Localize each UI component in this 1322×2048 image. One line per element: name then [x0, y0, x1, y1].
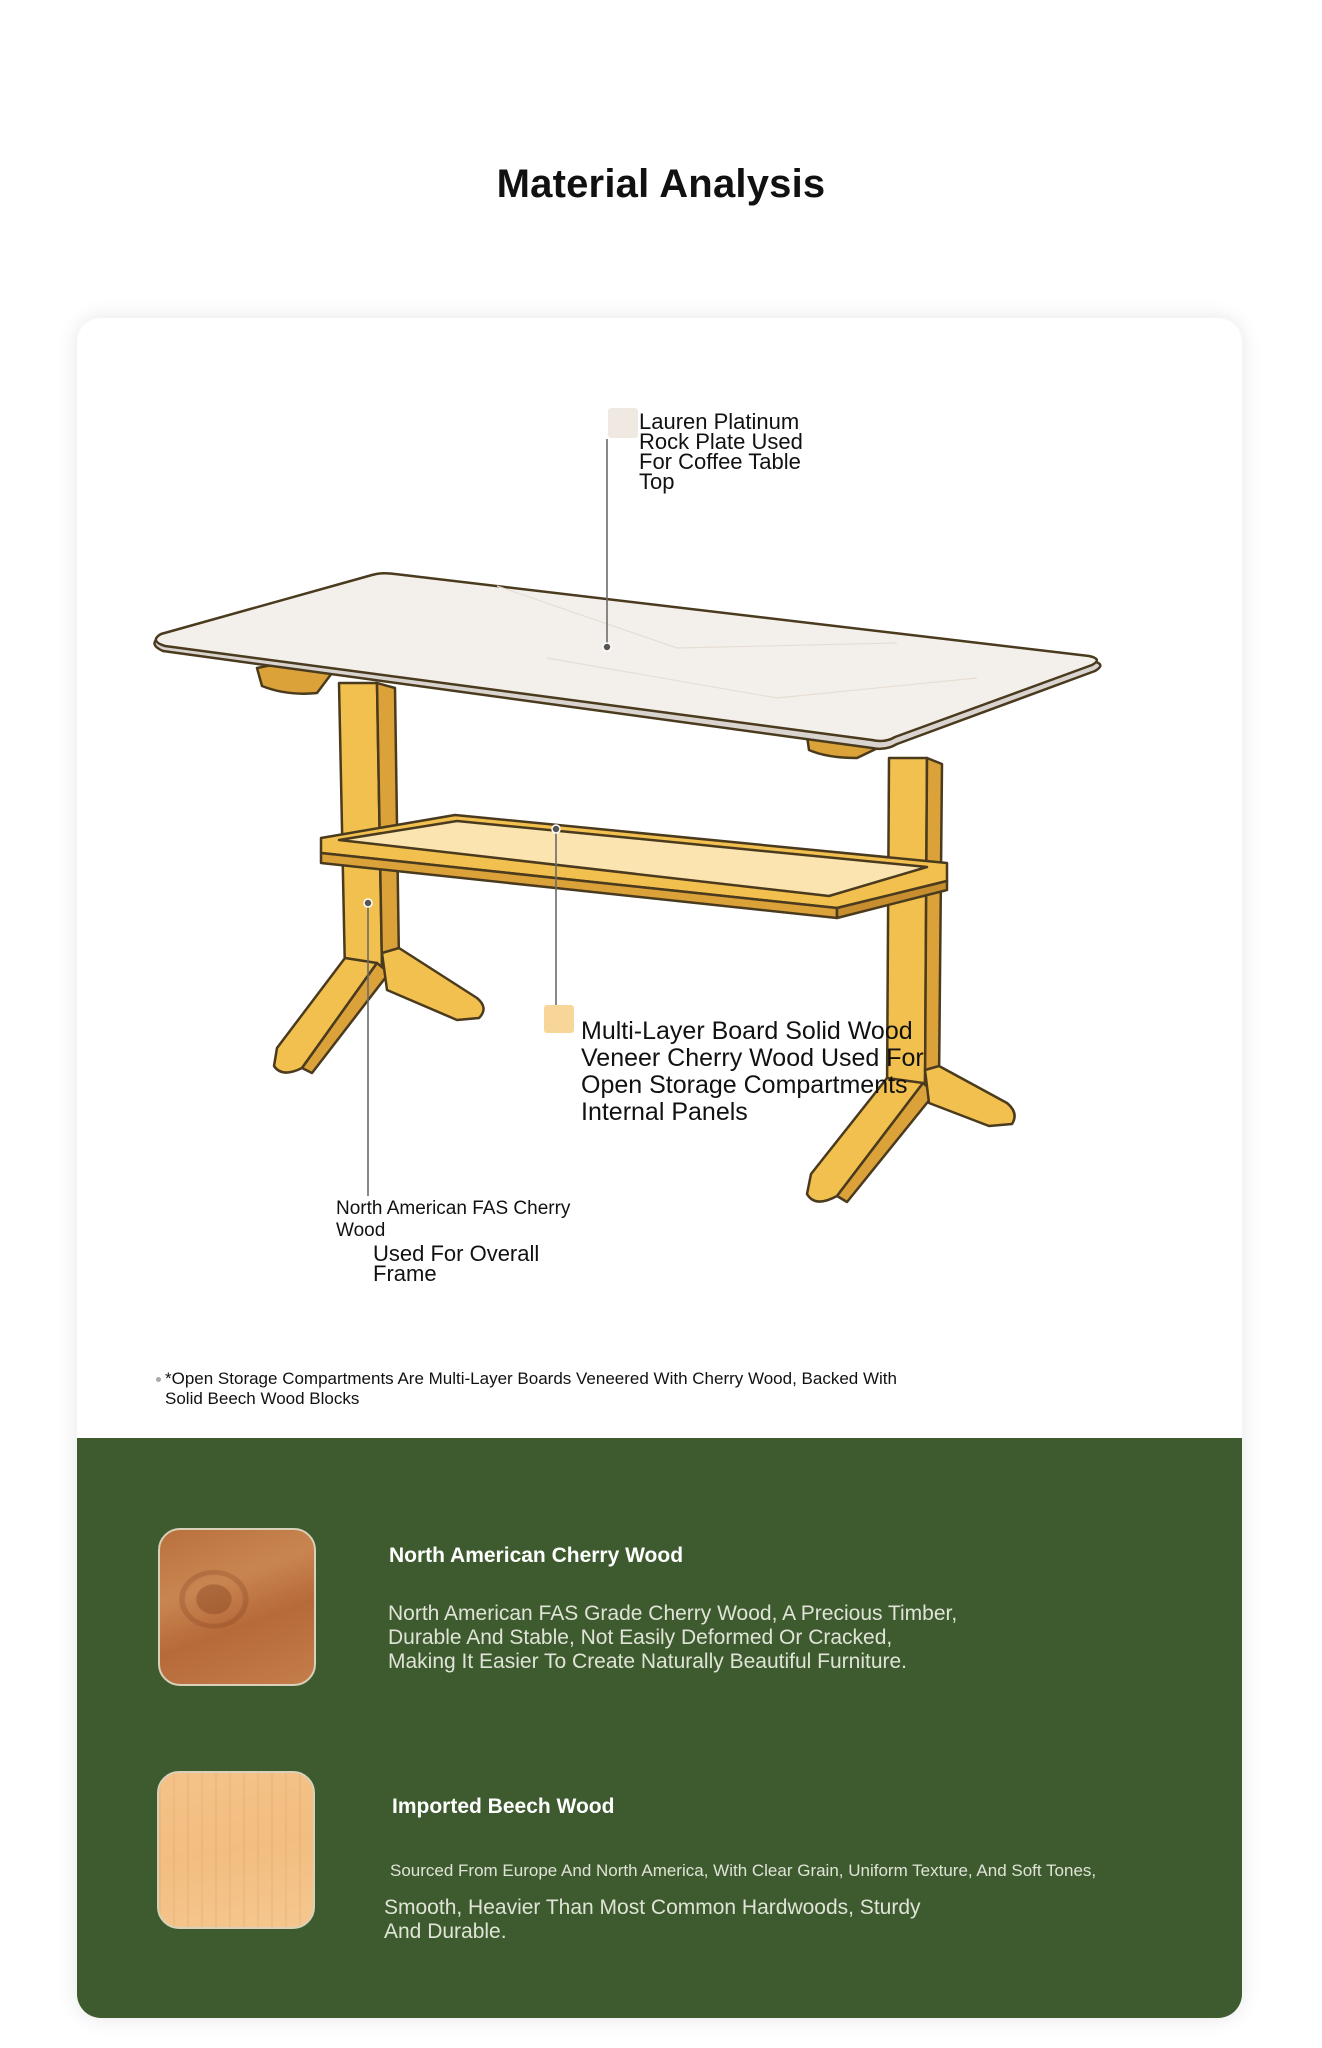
dot-top — [603, 643, 611, 651]
material-title-beech: Imported Beech Wood — [392, 1795, 615, 1818]
callout-frame: North American FAS Cherry Wood — [336, 1198, 571, 1241]
page-title: Material Analysis — [496, 162, 826, 206]
table-diagram — [77, 318, 1242, 1438]
cherry-wood-texture-icon — [158, 1528, 316, 1686]
swatch-rock-plate — [608, 408, 638, 438]
footnote: *Open Storage Compartments Are Multi-Layer Boards Veneered With Cherry Wood, Backed With Solid Beech Wood Blocks — [165, 1369, 985, 1409]
dot-frame — [364, 899, 372, 907]
callout-tabletop: Lauren Platinum Rock Plate Used For Coffee Table Top — [639, 409, 803, 494]
material-description-cherry: North American FAS Grade Cherry Wood, A Precious Timber, Durable And Stable, Not Easily Deformed Or Cracked, Making It Easier To Create Naturally Beautiful Furniture. — [388, 1602, 958, 1673]
beech-wood-texture-icon — [157, 1771, 315, 1929]
materials-panel — [77, 1438, 1242, 2018]
material-title-cherry: North American Cherry Wood — [389, 1544, 684, 1567]
dot-middle — [552, 825, 560, 833]
swatch-cherry-veneer — [544, 1005, 574, 1033]
material-card — [77, 318, 1242, 2018]
bullet-icon — [156, 1377, 161, 1382]
callout-storage-panels: Multi-Layer Board Solid Wood Veneer Cherry Wood Used For Open Storage Compartments Internal Panels — [581, 1017, 924, 1126]
material-description-beech: Smooth, Heavier Than Most Common Hardwoods, Sturdy And Durable. — [384, 1896, 921, 1943]
left-foot-back — [382, 948, 484, 1020]
material-description-beech-intro: Sourced From Europe And North America, With Clear Grain, Uniform Texture, And Soft Tones, — [390, 1861, 1097, 1880]
tabletop-surface — [156, 573, 1097, 741]
callout-frame-usage: Used For Overall Frame — [373, 1241, 540, 1286]
right-foot-back — [925, 1066, 1015, 1126]
